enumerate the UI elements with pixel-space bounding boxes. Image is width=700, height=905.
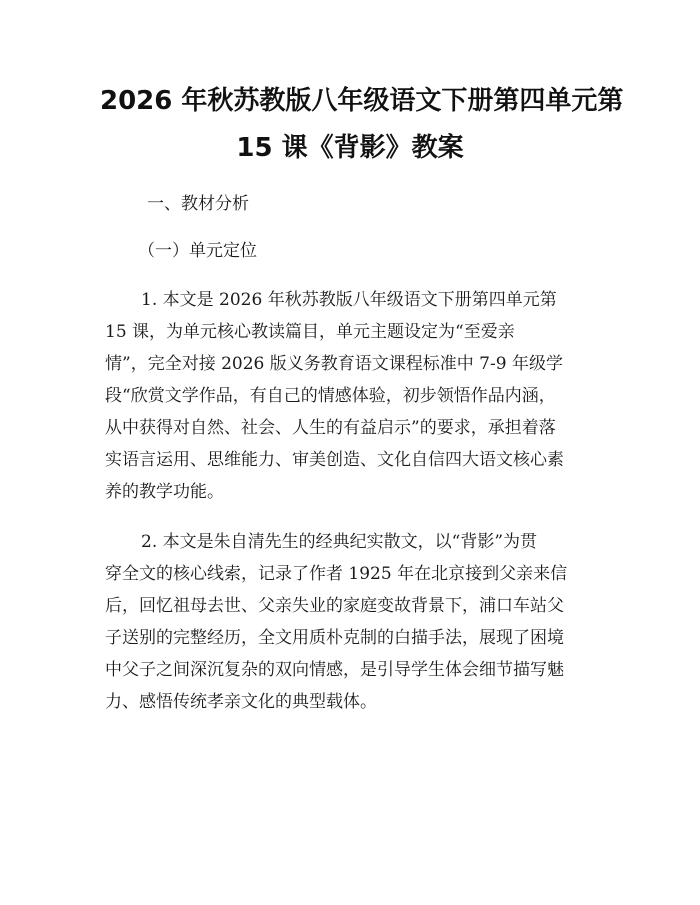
paragraph-1-line: 情”，完全对接 2026 版义务教育语文课程标准中 7-9 年级学 [105,354,563,374]
subsection-heading-unit-positioning: （一）单元定位 [138,241,257,261]
document-title-line-1: 2026 年秋苏教版八年级语文下册第四单元第 [100,86,624,116]
paragraph-1-line: 从中获得对自然、社会、人生的有益启示”的要求，承担着落 [105,418,556,438]
paragraph-1-line: 段“欣赏文学作品，有自己的情感体验，初步领悟作品内涵， [105,386,556,406]
paragraph-2-line: 力、感悟传统孝亲文化的典型载体。 [105,692,377,712]
paragraph-1-line: 养的教学功能。 [105,482,224,502]
paragraph-1-line: 实语言运用、思维能力、审美创造、文化自信四大语文核心素 [105,450,564,470]
paragraph-2-line: 中父子之间深沉复杂的双向情感，是引导学生体会细节描写魅 [105,660,564,680]
paragraph-2-line: 后，回忆祖母去世、父亲失业的家庭变故背景下，浦口车站父 [105,596,564,616]
paragraph-2-line: 2. 本文是朱自清先生的经典纪实散文，以“背影”为贯 [141,532,538,552]
paragraph-2-line: 子送别的完整经历，全文用质朴克制的白描手法，展现了困境 [105,628,564,648]
paragraph-1-line: 15 课，为单元核心教读篇目，单元主题设定为“至爱亲 [105,322,515,342]
section-heading-textbook-analysis: 一、教材分析 [147,194,249,214]
paragraph-1-line: 1. 本文是 2026 年秋苏教版八年级语文下册第四单元第 [141,290,557,310]
paragraph-2-line: 穿全文的核心线索，记录了作者 1925 年在北京接到父亲来信 [105,564,568,584]
document-title-line-2: 15 课《背影》教案 [236,133,464,163]
